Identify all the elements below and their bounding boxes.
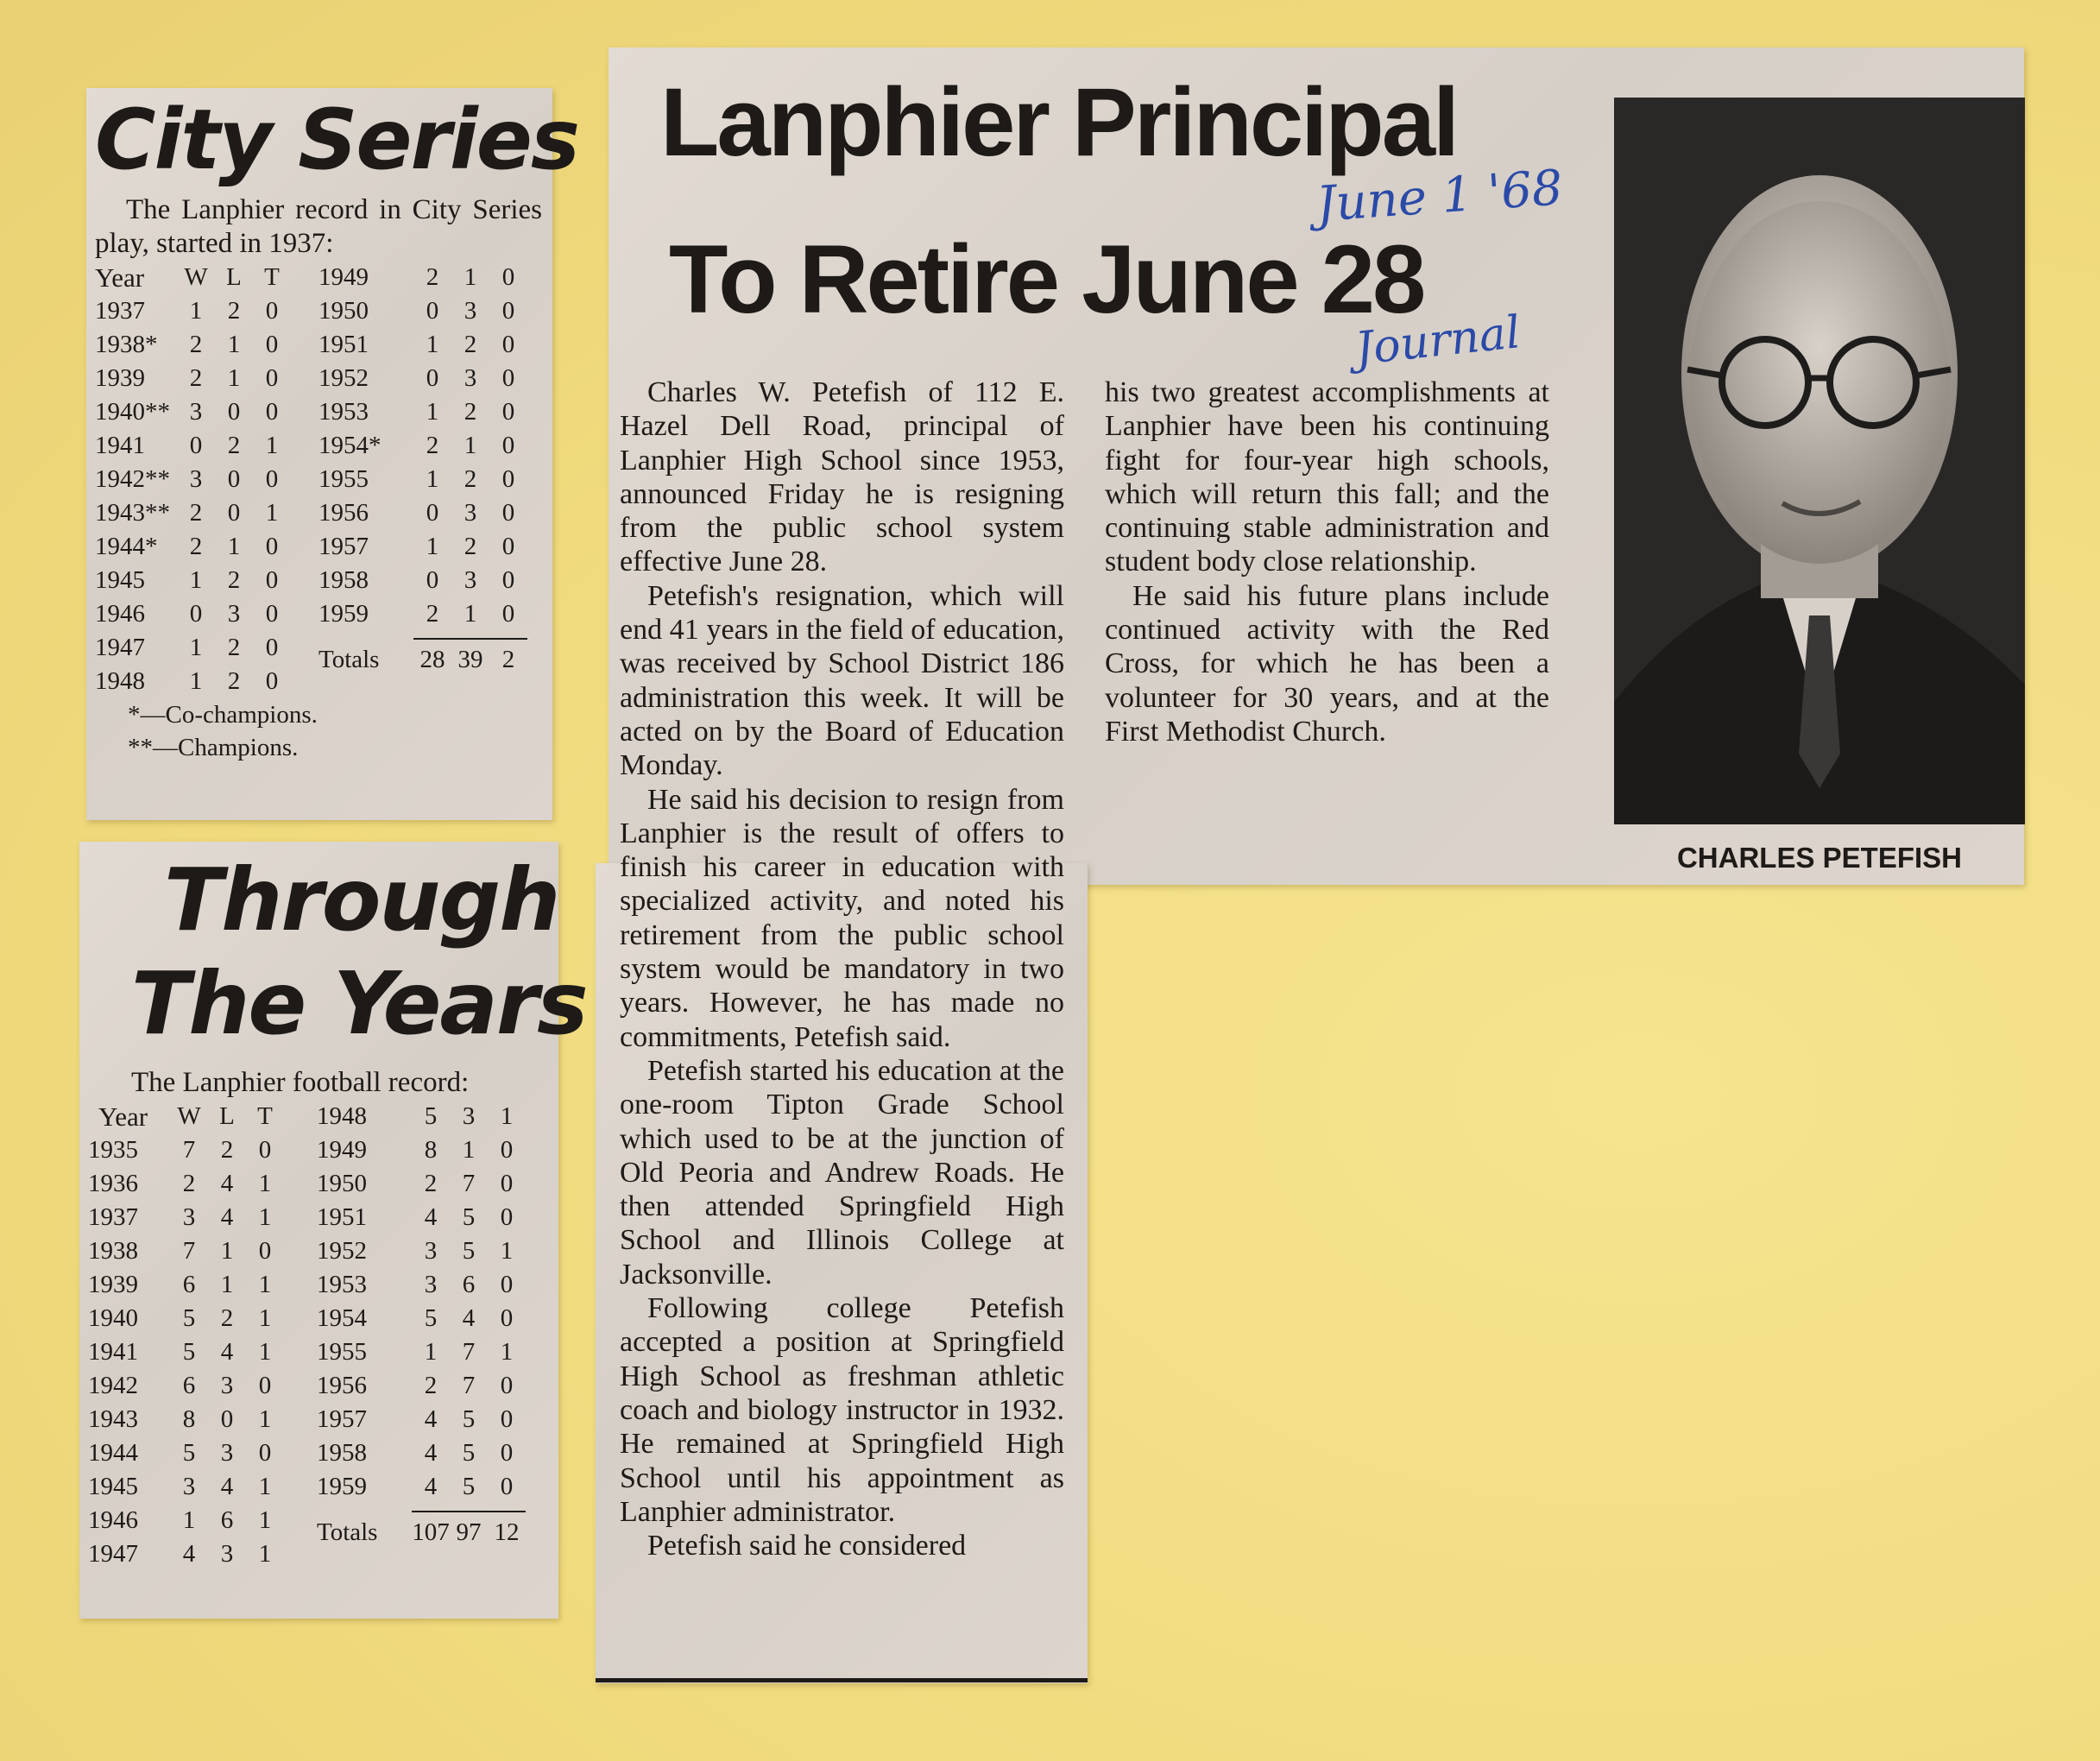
record-ties: 0	[258, 1136, 272, 1164]
record-year: 1949	[317, 1136, 367, 1164]
record-wins: 3	[424, 1271, 438, 1298]
record-year: 1939	[88, 1271, 138, 1298]
record-row	[317, 1268, 526, 1302]
record-row	[318, 496, 527, 530]
record-year: 1946	[95, 600, 145, 628]
record-losses: 0	[220, 1405, 234, 1433]
totals-label: Totals	[317, 1518, 378, 1546]
record-wins: 1	[189, 566, 203, 594]
record-wins: 2	[426, 263, 439, 291]
record-ties: 0	[258, 1237, 272, 1265]
article-paragraph: Following college Petefish accepted a position at Springfield High School as freshman athletic coach and biology instructor in 1932. He remained at Springfield High School until his appointment as Lanphier administrator.	[620, 1292, 1064, 1528]
record-ties: 0	[265, 465, 279, 493]
record-losses: 1	[464, 263, 477, 291]
record-year: 1959	[317, 1473, 367, 1500]
record-losses: 3	[464, 297, 477, 325]
record-row	[95, 294, 291, 328]
record-wins: 4	[424, 1439, 438, 1467]
record-year: 1940	[88, 1304, 138, 1332]
record-row	[318, 463, 527, 496]
handwritten-source: Journal	[1353, 306, 1523, 376]
record-ties: 0	[500, 1304, 514, 1332]
record-year: 1940**	[95, 398, 170, 426]
record-year: 1947	[88, 1540, 138, 1568]
record-ties: 0	[265, 364, 279, 392]
record-row	[88, 1234, 284, 1268]
record-year: 1956	[318, 499, 369, 527]
city-series-title: City Series	[95, 92, 578, 188]
record-year: 1957	[318, 533, 369, 560]
record-row	[88, 1436, 284, 1470]
record-row	[318, 261, 527, 294]
record-wins: 1	[426, 465, 439, 493]
record-year: 1958	[317, 1439, 367, 1467]
record-wins: 3	[189, 398, 203, 426]
record-row	[318, 530, 527, 564]
record-year: 1950	[317, 1170, 367, 1197]
record-losses: 0	[227, 465, 241, 493]
record-row	[318, 362, 527, 395]
record-wins: 1	[426, 331, 439, 358]
record-ties: 1	[265, 499, 279, 527]
article-bottom-rule	[596, 1678, 1088, 1682]
record-wins: 5	[424, 1304, 438, 1332]
record-losses: 0	[227, 499, 241, 527]
through-years-totals-row	[317, 1516, 526, 1550]
record-year: 1952	[317, 1237, 367, 1265]
portrait-illustration	[1614, 98, 2025, 824]
record-losses: 5	[462, 1439, 476, 1467]
record-ties: 0	[501, 331, 515, 358]
record-row	[318, 294, 527, 328]
city-series-left-rows	[95, 294, 291, 698]
record-row	[88, 1335, 284, 1369]
record-row	[95, 665, 291, 698]
record-wins: 1	[189, 634, 203, 661]
record-losses: 7	[462, 1170, 476, 1197]
record-ties: 0	[500, 1136, 514, 1164]
article-paragraph: Petefish said he considered	[647, 1530, 967, 1562]
record-wins: 1	[189, 667, 203, 695]
record-year: 1958	[318, 566, 369, 594]
record-row	[317, 1369, 526, 1403]
record-wins: 1	[426, 533, 439, 560]
record-ties: 0	[501, 600, 515, 628]
record-row	[318, 328, 527, 362]
record-year: 1955	[318, 465, 369, 493]
record-ties: 1	[500, 1338, 514, 1366]
record-wins: 5	[182, 1439, 196, 1467]
record-ties: 0	[501, 566, 515, 594]
record-year: 1952	[318, 364, 369, 392]
record-losses: 1	[220, 1237, 234, 1265]
through-years-title-line1: Through	[164, 849, 559, 950]
record-row	[88, 1369, 284, 1403]
city-series-totals-rule	[413, 638, 527, 640]
record-year: 1953	[317, 1271, 367, 1298]
record-losses: 3	[464, 364, 477, 392]
record-ties: 1	[258, 1203, 272, 1231]
record-wins: 3	[424, 1237, 438, 1265]
through-years-left-rows	[88, 1133, 284, 1571]
record-row	[88, 1403, 284, 1436]
article-paragraph: He said his future plans include continued activity with the Red Cross, for which he has been a volunteer for 30 years, and at the First Methodist Church.	[1105, 579, 1549, 748]
petefish-portrait-photo	[1614, 98, 2025, 824]
record-year: 1957	[317, 1405, 367, 1433]
totals-ties: 12	[494, 1518, 520, 1546]
city-series-table	[95, 261, 542, 698]
record-losses: 2	[464, 533, 477, 560]
article-column-2	[1105, 376, 1549, 748]
totals-wins: 107	[412, 1518, 450, 1546]
record-row	[317, 1100, 526, 1133]
record-year: 1938*	[95, 331, 158, 358]
record-wins: 6	[182, 1372, 196, 1399]
through-years-table	[88, 1100, 548, 1571]
record-losses: 4	[220, 1473, 234, 1500]
record-row	[318, 564, 527, 597]
record-ties: 0	[258, 1439, 272, 1467]
city-series-intro: The Lanphier record in City Series play, started in 1937:	[95, 194, 542, 259]
record-losses: 2	[227, 667, 241, 695]
record-ties: 1	[258, 1338, 272, 1366]
record-year: 1939	[95, 364, 145, 392]
record-losses: 2	[227, 634, 241, 661]
record-ties: 0	[265, 297, 279, 325]
record-wins: 4	[424, 1473, 438, 1500]
record-wins: 5	[424, 1102, 438, 1130]
record-wins: 2	[424, 1170, 438, 1197]
record-year: 1948	[317, 1102, 367, 1130]
record-losses: 1	[227, 364, 241, 392]
record-losses: 6	[220, 1506, 234, 1534]
record-row	[88, 1537, 284, 1571]
record-year: 1941	[88, 1338, 138, 1366]
record-ties: 0	[265, 331, 279, 358]
record-losses: 5	[462, 1405, 476, 1433]
record-wins: 1	[182, 1506, 196, 1534]
record-row	[95, 395, 291, 429]
record-wins: 2	[426, 432, 439, 459]
record-year: 1944	[88, 1439, 138, 1467]
handwritten-date: June 1 '68	[1315, 160, 1565, 233]
record-ties: 0	[265, 600, 279, 628]
record-year: 1937	[95, 297, 145, 325]
record-losses: 4	[220, 1170, 234, 1197]
article-headline-line1: Lanphier Principal	[660, 68, 1458, 176]
record-ties: 1	[258, 1170, 272, 1197]
record-wins: 7	[182, 1237, 196, 1265]
record-row	[95, 463, 291, 496]
record-year: 1949	[318, 263, 369, 291]
city-series-right-rows	[318, 261, 527, 631]
totals-ties: 2	[501, 646, 515, 673]
record-losses: 2	[220, 1136, 234, 1164]
record-ties: 1	[258, 1271, 272, 1298]
record-losses: 3	[220, 1540, 234, 1568]
record-wins: 1	[424, 1338, 438, 1366]
record-ties: 0	[501, 263, 515, 291]
record-wins: 2	[189, 364, 203, 392]
article-paragraph: Charles W. Petefish of 112 E. Hazel Dell Road, principal of Lanphier High School since 1953, announced Friday he is resigning from the public school system effective June 28.	[620, 376, 1064, 578]
record-row	[95, 362, 291, 395]
record-ties: 0	[501, 533, 515, 560]
record-row	[95, 564, 291, 597]
record-wins: 2	[426, 600, 439, 628]
city-series-right-column	[318, 261, 527, 698]
record-ties: 0	[501, 499, 515, 527]
record-row	[317, 1403, 526, 1436]
record-wins: 2	[424, 1372, 438, 1399]
record-wins: 2	[182, 1170, 196, 1197]
record-year: 1954	[317, 1304, 367, 1332]
record-ties: 0	[265, 533, 279, 560]
record-year: 1956	[317, 1372, 367, 1399]
record-losses: 3	[464, 499, 477, 527]
record-ties: 0	[501, 297, 515, 325]
record-losses: 4	[220, 1203, 234, 1231]
record-losses: 2	[227, 297, 241, 325]
co-champions-note: *—Co-champions.	[128, 701, 318, 729]
record-wins: 2	[189, 331, 203, 358]
record-wins: 4	[182, 1540, 196, 1568]
record-losses: 5	[462, 1203, 476, 1231]
record-ties: 1	[258, 1473, 272, 1500]
record-year: 1953	[318, 398, 369, 426]
record-losses: 0	[227, 398, 241, 426]
through-years-header	[88, 1100, 284, 1133]
record-wins: 1	[189, 297, 203, 325]
record-ties: 1	[258, 1540, 272, 1568]
record-row	[318, 597, 527, 631]
record-row	[88, 1470, 284, 1504]
record-ties: 0	[500, 1405, 514, 1433]
article-paragraph: his two greatest accomplishments at Lanphier have been his continuing fight for four-year high schools, which will return this fall; and the continuing stable administration and student body close relationship.	[1105, 376, 1549, 578]
record-ties: 0	[265, 566, 279, 594]
record-wins: 2	[189, 533, 203, 560]
record-row	[88, 1133, 284, 1167]
record-row	[317, 1234, 526, 1268]
record-losses: 2	[464, 331, 477, 358]
record-wins: 3	[182, 1203, 196, 1231]
article-column-1	[620, 376, 1064, 1562]
through-years-intro: The Lanphier football record:	[131, 1067, 470, 1098]
tie-header: T	[257, 1102, 273, 1130]
record-wins: 1	[426, 398, 439, 426]
record-year: 1944*	[95, 533, 158, 560]
record-losses: 5	[462, 1473, 476, 1500]
record-ties: 1	[265, 432, 279, 459]
record-wins: 6	[182, 1271, 196, 1298]
city-series-totals-row	[318, 643, 527, 677]
record-losses: 1	[227, 331, 241, 358]
through-years-title-line2: The Years	[131, 953, 587, 1054]
city-series-clipping	[86, 88, 578, 820]
record-losses: 2	[220, 1304, 234, 1332]
record-ties: 0	[265, 398, 279, 426]
record-ties: 1	[500, 1102, 514, 1130]
through-years-right-rows	[317, 1100, 526, 1504]
record-ties: 0	[500, 1439, 514, 1467]
record-year: 1947	[95, 634, 145, 661]
record-year: 1950	[318, 297, 369, 325]
record-row	[95, 530, 291, 564]
tie-header: T	[264, 263, 280, 291]
record-row	[88, 1167, 284, 1201]
record-row	[318, 395, 527, 429]
record-losses: 7	[462, 1372, 476, 1399]
record-row	[317, 1201, 526, 1234]
record-row	[95, 597, 291, 631]
record-row	[317, 1133, 526, 1167]
record-ties: 0	[501, 465, 515, 493]
photo-caption: CHARLES PETEFISH	[1676, 842, 1963, 874]
record-losses: 5	[462, 1237, 476, 1265]
record-losses: 4	[462, 1304, 476, 1332]
record-ties: 1	[258, 1304, 272, 1332]
record-wins: 0	[426, 297, 439, 325]
record-wins: 8	[424, 1136, 438, 1164]
loss-header: L	[219, 1102, 235, 1130]
record-losses: 4	[220, 1338, 234, 1366]
record-wins: 0	[426, 364, 439, 392]
record-losses: 3	[464, 566, 477, 594]
record-year: 1936	[88, 1170, 138, 1197]
record-row	[317, 1335, 526, 1369]
record-losses: 2	[464, 465, 477, 493]
record-losses: 1	[464, 432, 477, 459]
record-year: 1942	[88, 1372, 138, 1399]
record-row	[95, 496, 291, 530]
record-losses: 1	[462, 1136, 476, 1164]
record-losses: 1	[464, 600, 477, 628]
record-wins: 3	[182, 1473, 196, 1500]
record-ties: 0	[501, 432, 515, 459]
record-wins: 0	[189, 432, 203, 459]
through-years-right-column	[317, 1100, 526, 1571]
record-ties: 1	[500, 1237, 514, 1265]
article-paragraph: Petefish started his education at the one-room Tipton Grade School which used to be at the junction of Old Peoria and Andrew Roads. He then attended Springfield High School and Illinois College at Jacksonville.	[620, 1054, 1064, 1291]
record-losses: 2	[464, 398, 477, 426]
record-losses: 2	[227, 432, 241, 459]
totals-losses: 39	[457, 646, 483, 673]
record-ties: 0	[500, 1203, 514, 1231]
record-row	[95, 328, 291, 362]
article-paragraph: Petefish's resignation, which will end 41 years in the field of education, was received by School District 186 administration this week. It will be acted on by the Board of Education Monday.	[620, 579, 1064, 782]
record-year: 1937	[88, 1203, 138, 1231]
record-wins: 4	[424, 1203, 438, 1231]
record-year: 1945	[88, 1473, 138, 1500]
record-year: 1951	[317, 1203, 367, 1231]
record-year: 1954*	[318, 432, 382, 459]
record-wins: 3	[189, 465, 203, 493]
record-ties: 0	[265, 634, 279, 661]
record-row	[88, 1201, 284, 1234]
record-ties: 0	[500, 1170, 514, 1197]
record-year: 1955	[317, 1338, 367, 1366]
record-losses: 6	[462, 1271, 476, 1298]
record-year: 1948	[95, 667, 145, 695]
record-wins: 4	[424, 1405, 438, 1433]
city-series-header	[95, 261, 291, 294]
record-ties: 1	[258, 1506, 272, 1534]
city-series-left-column	[95, 261, 291, 698]
win-header: W	[177, 1102, 201, 1130]
record-wins: 5	[182, 1338, 196, 1366]
record-losses: 1	[220, 1271, 234, 1298]
record-wins: 0	[426, 566, 439, 594]
through-years-totals-rule	[412, 1511, 526, 1512]
record-row	[95, 631, 291, 665]
record-row	[317, 1167, 526, 1201]
record-wins: 7	[182, 1136, 196, 1164]
record-year: 1945	[95, 566, 145, 594]
record-year: 1946	[88, 1506, 138, 1534]
record-row	[88, 1504, 284, 1537]
record-year: 1942**	[95, 465, 170, 493]
record-wins: 5	[182, 1304, 196, 1332]
record-losses: 3	[462, 1102, 476, 1130]
record-losses: 7	[462, 1338, 476, 1366]
record-year: 1938	[88, 1237, 138, 1265]
record-ties: 0	[265, 667, 279, 695]
record-wins: 8	[182, 1405, 196, 1433]
record-year: 1941	[95, 432, 145, 459]
record-losses: 1	[227, 533, 241, 560]
record-ties: 0	[501, 364, 515, 392]
totals-label: Totals	[318, 646, 380, 673]
record-year: 1935	[88, 1136, 138, 1164]
record-row	[95, 429, 291, 463]
champions-note: **—Champions.	[128, 734, 299, 761]
through-years-left-column	[88, 1100, 284, 1571]
record-losses: 3	[227, 600, 241, 628]
record-wins: 0	[426, 499, 439, 527]
loss-header: L	[226, 263, 242, 291]
record-wins: 2	[189, 499, 203, 527]
year-header: Year	[98, 1101, 148, 1132]
article-headline-line2: To Retire June 28	[669, 225, 1424, 333]
article-paragraph: He said his decision to resign from Lanphier is the result of offers to finish his career in education with specialized activity, and noted his retirement from the public school system would be mandatory in two years. However, he has made no commitments, Petefish said.	[620, 783, 1064, 1053]
record-year: 1959	[318, 600, 369, 628]
record-row	[88, 1302, 284, 1335]
record-row	[318, 429, 527, 463]
year-header: Year	[95, 262, 145, 293]
record-row	[317, 1436, 526, 1470]
win-header: W	[184, 263, 208, 291]
record-losses: 2	[227, 566, 241, 594]
record-ties: 1	[258, 1405, 272, 1433]
record-ties: 0	[258, 1372, 272, 1399]
record-losses: 3	[220, 1439, 234, 1467]
record-row	[317, 1470, 526, 1504]
record-wins: 0	[189, 600, 203, 628]
through-the-years-clipping	[79, 842, 587, 1619]
record-row	[317, 1302, 526, 1335]
totals-losses: 97	[456, 1518, 482, 1546]
record-year: 1943	[88, 1405, 138, 1433]
record-year: 1943**	[95, 499, 170, 527]
record-row	[88, 1268, 284, 1302]
record-ties: 0	[501, 398, 515, 426]
record-year: 1951	[318, 331, 369, 358]
record-ties: 0	[500, 1372, 514, 1399]
record-ties: 0	[500, 1473, 514, 1500]
record-losses: 3	[220, 1372, 234, 1399]
record-ties: 0	[500, 1271, 514, 1298]
totals-wins: 28	[419, 646, 445, 673]
